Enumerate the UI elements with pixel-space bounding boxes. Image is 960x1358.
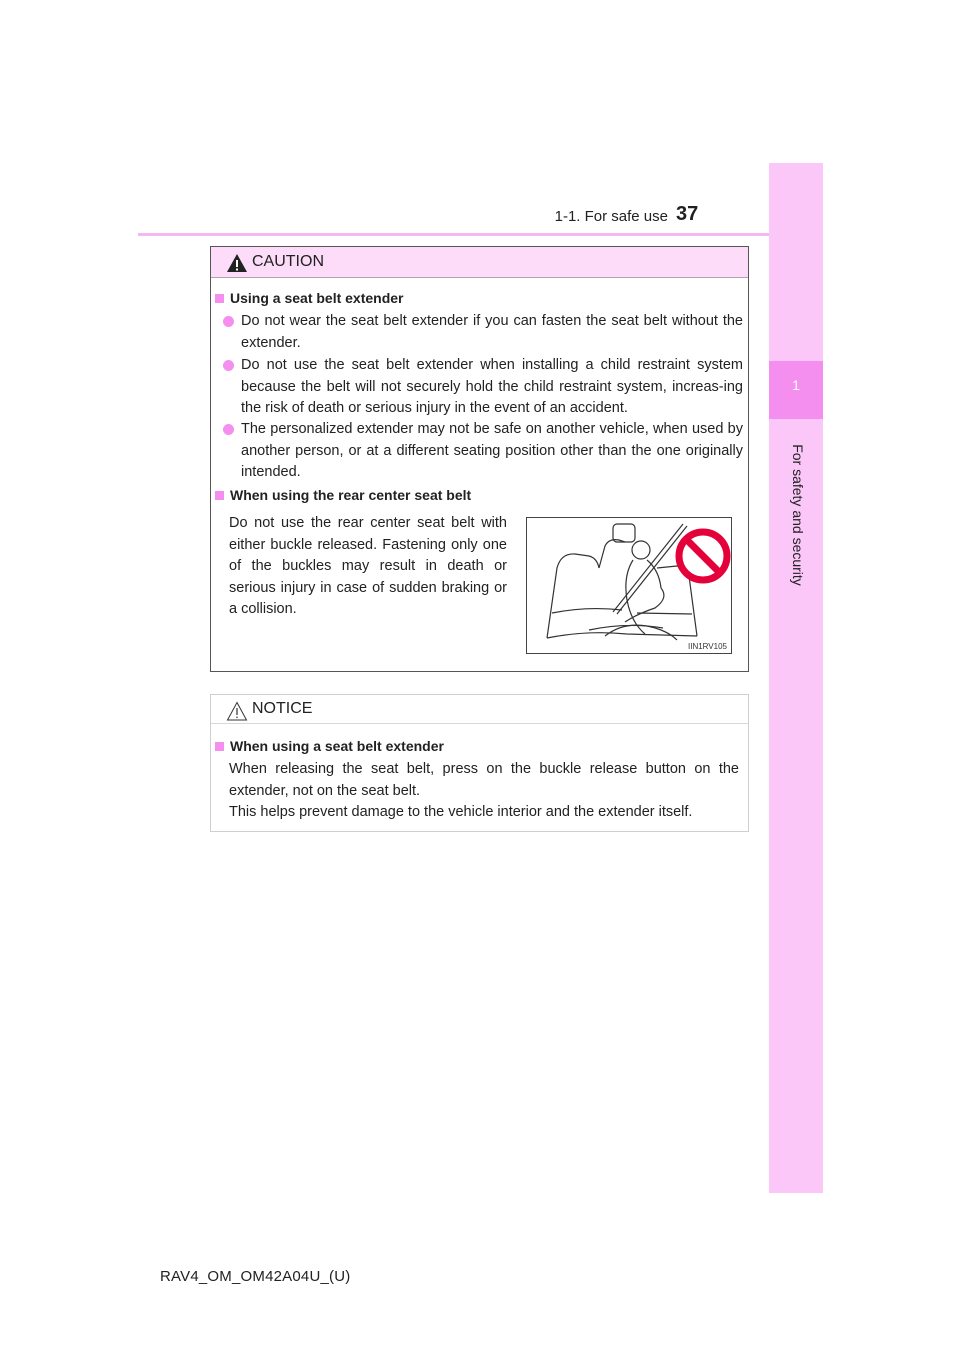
caution-topic-1-label: Using a seat belt extender xyxy=(230,290,404,306)
chapter-title-wrap xyxy=(772,430,822,730)
warning-triangle-icon xyxy=(226,253,248,273)
caution-bullet-1-text: Do not wear the seat belt extender if you can fasten the seat belt without the extender. xyxy=(241,313,743,351)
circle-bullet-icon xyxy=(223,424,234,435)
illustration-code: IIN1RV105 xyxy=(688,642,727,651)
notice-box xyxy=(210,694,749,832)
chapter-title: For safety and security xyxy=(790,444,806,586)
rear-seat-illustration xyxy=(526,517,732,654)
caution-bullet-2 xyxy=(223,355,743,420)
circle-bullet-icon xyxy=(223,360,234,371)
notice-label: NOTICE xyxy=(252,700,313,717)
header-rule xyxy=(138,233,823,236)
caution-bullet-3 xyxy=(223,419,743,484)
rear-center-belt-text: Do not use the rear center seat belt with either buckle released. Fastening only one of the buckles may result in death or serious injury in case of sudden braking or a collision. xyxy=(229,515,507,617)
caution-topic-2 xyxy=(215,487,471,503)
seat-belt-drawing xyxy=(527,518,731,653)
notice-topic xyxy=(215,738,444,754)
caution-box xyxy=(210,246,749,672)
caution-bullet-1 xyxy=(223,311,743,354)
document-code: RAV4_OM_OM42A04U_(U) xyxy=(160,1268,351,1285)
section-title: 1-1. For safe use xyxy=(554,208,668,225)
square-bullet-icon xyxy=(215,491,224,500)
circle-bullet-icon xyxy=(223,316,234,327)
page-number: 37 xyxy=(676,203,699,225)
caution-topic-1 xyxy=(215,290,404,306)
notice-header xyxy=(211,695,748,724)
chapter-number: 1 xyxy=(792,377,800,393)
caution-topic-2-label: When using the rear center seat belt xyxy=(230,487,472,503)
caution-header xyxy=(211,247,748,278)
caution-bullet-2-text: Do not use the seat belt extender when installing a child restraint system because the belt will not securely hold the child restraint system, increas-ing the risk of death or serious injury in the event of an accident. xyxy=(241,357,743,416)
square-bullet-icon xyxy=(215,742,224,751)
caution-label: CAUTION xyxy=(252,253,324,270)
warning-outline-icon xyxy=(226,701,248,721)
prohibited-sign-icon xyxy=(679,532,727,580)
notice-text-1: When releasing the seat belt, press on the buckle release button on the extender, not on the seat belt. xyxy=(229,761,739,799)
notice-topic-label: When using a seat belt extender xyxy=(230,738,444,754)
caution-bullet-3-text: The personalized extender may not be safe on another vehicle, when used by another person, or at a different seating position other than the one originally intended. xyxy=(241,421,743,480)
notice-text-2: This helps prevent damage to the vehicle interior and the extender itself. xyxy=(229,804,693,820)
chapter-number-box xyxy=(769,361,823,419)
square-bullet-icon xyxy=(215,294,224,303)
